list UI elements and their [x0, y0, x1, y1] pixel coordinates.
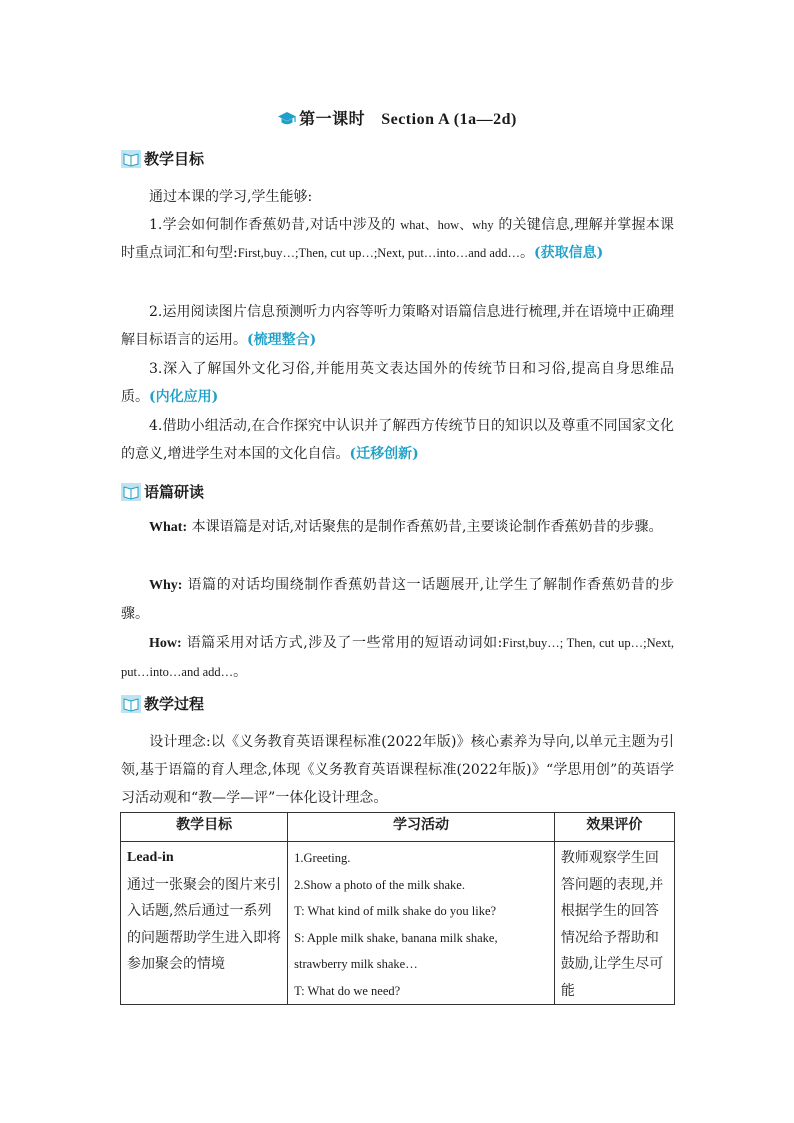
book-icon — [121, 150, 141, 168]
lesson-table — [120, 812, 675, 1005]
objective-item-1: 1.学会如何制作香蕉奶昔,对话中涉及的 what、how、why 的关键信息,理解并掌握本课时重点词汇和句型:First,buy…;Then, cut up…;Next, put…into…and add…。(获取信息) — [121, 217, 674, 261]
graduation-cap-icon — [277, 111, 297, 131]
objective-item-3: 3.深入了解国外文化习俗,并能用英文表达国外的传统节日和习俗,提高自身思维品质。(内化应用) — [121, 361, 674, 405]
header-goal: 教学目标 — [121, 813, 288, 842]
book-icon — [121, 483, 141, 501]
evaluation-cell: 教师观察学生回答问题的表现,并根据学生的回答情况给予帮助和鼓励,让学生尽可能 — [554, 842, 674, 1005]
process-heading: 教学过程 — [121, 693, 204, 714]
goal-cell: Lead-in 通过一张聚会的图片来引入话题,然后通过一系列的问题帮助学生进入即将参加聚会的情境 — [121, 842, 288, 1005]
activity-cell: 1.Greeting. 2.Show a photo of the milk shake. T: What kind of milk shake do you like? S: Apple milk shake, banana milk shake, strawberry milk shake… T: What do we need? — [288, 842, 555, 1005]
header-activity: 学习活动 — [288, 813, 555, 842]
table-header-row — [121, 813, 675, 842]
how-paragraph: How: 语篇采用对话方式,涉及了一些常用的短语动词如:First,buy…; Then, cut up…;Next, put…into…and add…。 — [121, 635, 674, 680]
lesson-label: 第一课时 — [299, 109, 366, 128]
table-row — [121, 842, 675, 1005]
objective-item-4: 4.借助小组活动,在合作探究中认识并了解西方传统节日的知识以及尊重不同国家文化的意义,增进学生对本国的文化自信。(迁移创新) — [121, 418, 674, 462]
what-paragraph: What: 本课语篇是对话,对话聚焦的是制作香蕉奶昔,主要谈论制作香蕉奶昔的步骤。 — [149, 519, 663, 535]
design-concept: 设计理念:以《义务教育英语课程标准(2022年版)》核心素养为导向,以单元主题为引领,基于语篇的育人理念,体现《义务教育英语课程标准(2022年版)》“学思用创”的英语学习活动观和“教—学—评”一体化设计理念。 — [121, 734, 674, 806]
objectives-heading: 教学目标 — [121, 148, 204, 169]
section-label: Section A (1a—2d) — [381, 111, 517, 128]
header-evaluation: 效果评价 — [554, 813, 674, 842]
page-title — [0, 106, 794, 131]
text-study-heading: 语篇研读 — [121, 481, 204, 502]
objectives-intro: 通过本课的学习,学生能够: — [149, 189, 313, 205]
why-paragraph: Why: 语篇的对话均围绕制作香蕉奶昔这一话题展开,让学生了解制作香蕉奶昔的步骤。 — [121, 577, 674, 622]
book-icon — [121, 695, 141, 713]
objective-item-2: 2.运用阅读图片信息预测听力内容等听力策略对语篇信息进行梳理,并在语境中正确理解目标语言的运用。(梳理整合) — [121, 304, 674, 348]
